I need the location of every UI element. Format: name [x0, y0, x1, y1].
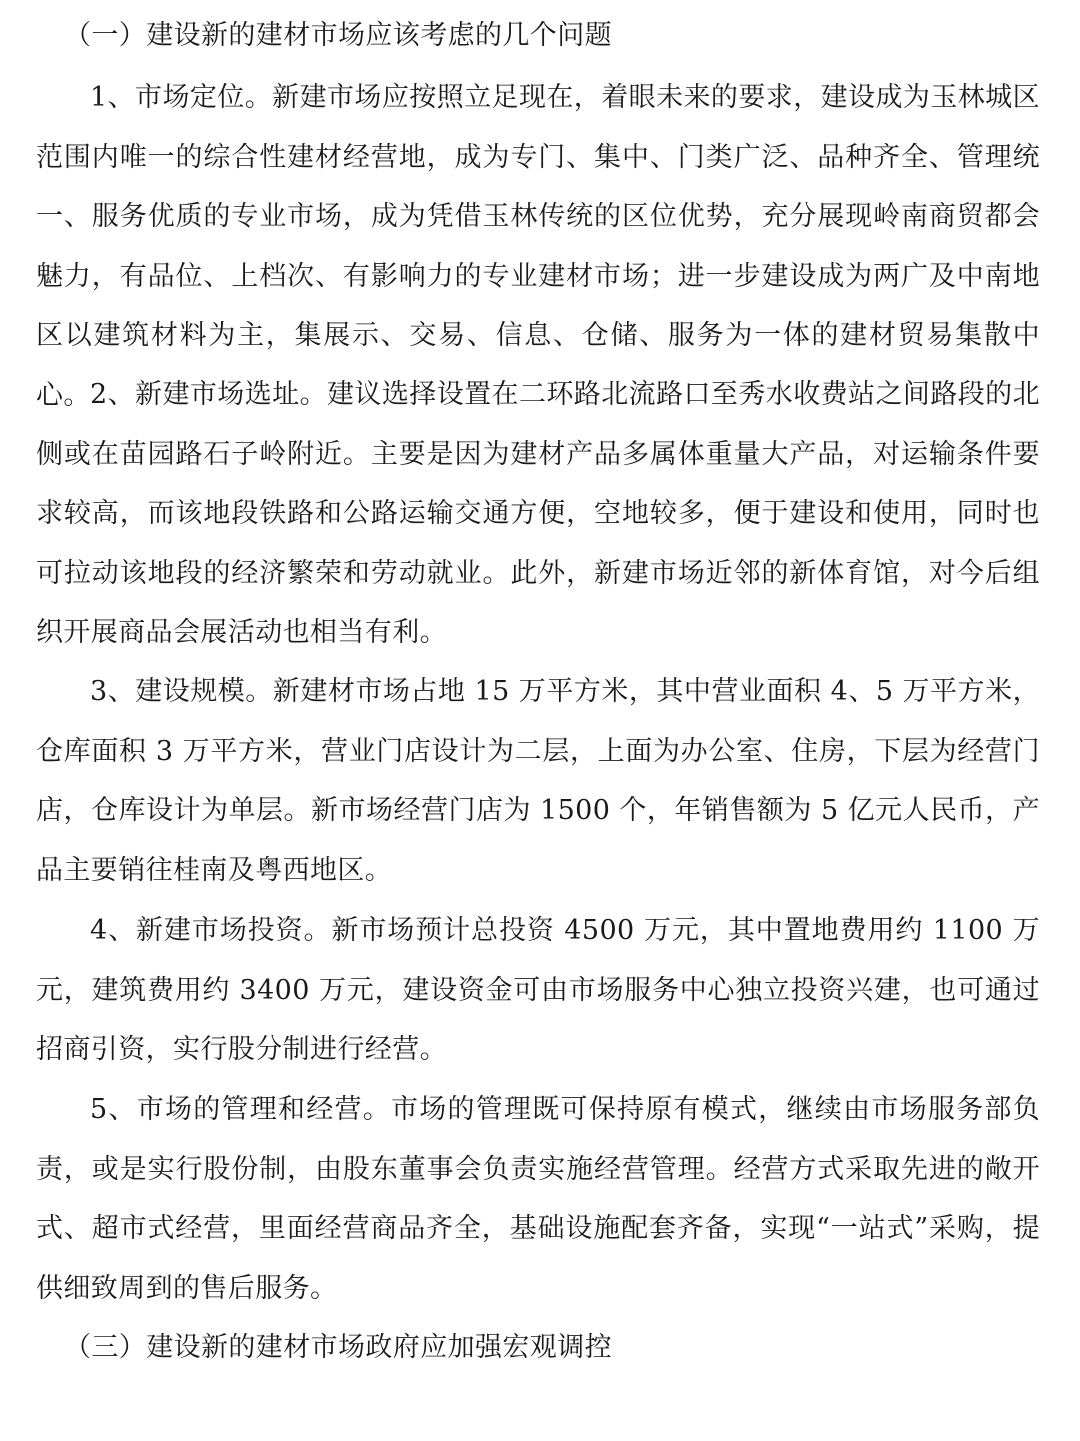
paragraph-investment: 4、新建市场投资。新市场预计总投资 4500 万元，其中置地费用约 1100 万元，建筑费用约 3400 万元，建设资金可由市场服务中心独立投资兴建，也可通过招商引资，实行股分制进行经营。	[36, 915, 1040, 1065]
paragraph-site-selection: 2、新建市场选址。建议选择设置在二环路北流路口至秀水收费站之间路段的北侧或在苗园路石子岭附近。主要是因为建材产品多属体重量大产品，对运输条件要求较高，而该地段铁路和公路运输交通方便，空地较多，便于建设和使用，同时也可拉动该地段的经济繁荣和劳动就业。此外，新建市场近邻的新体育馆，对今后组织开展商品会展活动也相当有利。	[36, 379, 1040, 648]
paragraph-market-positioning: 1、市场定位。新建市场应按照立足现在，着眼未来的要求，建设成为玉林城区范围内唯一的综合性建材经营地，成为专门、集中、门类广泛、品种齐全、管理统一、服务优质的专业市场，成为凭借玉林传统的区位优势，充分展现岭南商贸都会魅力，有品位、上档次、有影响力的专业建材市场；进一步建设成为两广及中南地区以建筑材料为主，集展示、交易、信息、仓储、服务为一体的建材贸易集散中心。	[36, 82, 1040, 411]
paragraph-construction-scale: 3、建设规模。新建材市场占地 15 万平方米，其中营业面积 4、5 万平方米，仓库面积 3 万平方米，营业门店设计为二层，上面为办公室、住房，下层为经营门店，仓库设计为单层。新市场经营门店为 1500 个，年销售额为 5 亿元人民币，产品主要销往桂南及粤西地区。	[36, 676, 1040, 886]
section-heading-3: （三）建设新的建材市场政府应加强宏观调控	[64, 1332, 612, 1363]
paragraph-management: 5、市场的管理和经营。市场的管理既可保持原有模式，继续由市场服务部负责，或是实行股份制，由股东董事会负责实施经营管理。经营方式采取先进的敞开式、超市式经营，里面经营商品齐全，基础设施配套齐备，实现“一站式”采购，提供细致周到的售后服务。	[36, 1094, 1040, 1304]
section-heading-1: （一）建设新的建材市场应该考虑的几个问题	[64, 20, 612, 51]
